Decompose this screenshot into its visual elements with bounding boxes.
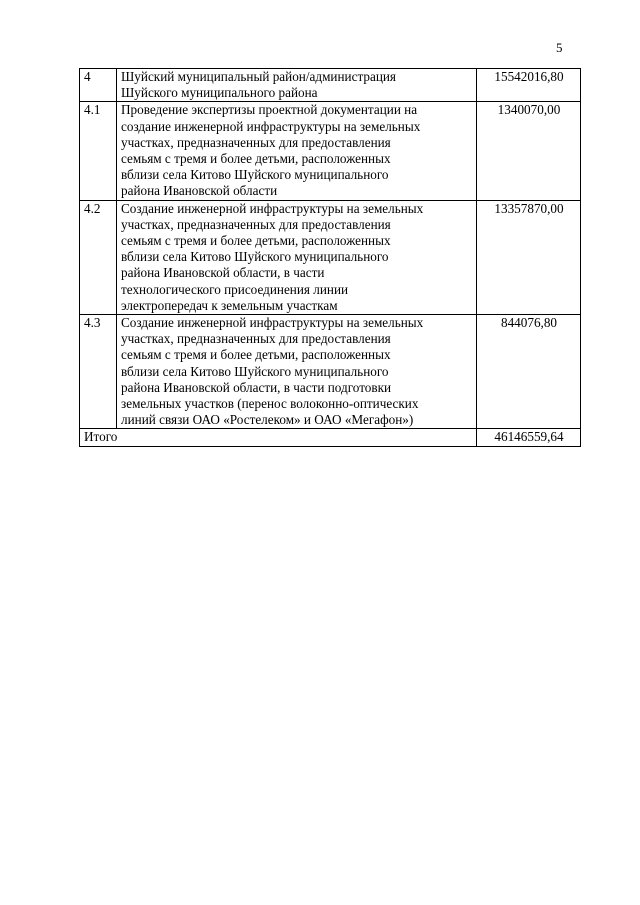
total-row [80, 429, 581, 446]
description-line: участках, предназначенных для предоставления [121, 216, 391, 232]
description-line: Создание инженерной инфраструктуры на земельных [121, 200, 424, 216]
description-line: Проведение экспертизы проектной документации на [121, 102, 418, 118]
description-line: Шуйский муниципальный район/администрация [121, 69, 396, 84]
total-label: Итого [80, 429, 477, 446]
description-line: линий связи ОАО «Ростелеком» и ОАО «Мегафон») [121, 412, 414, 428]
description-line: вблизи села Китово Шуйского муниципального [121, 167, 389, 183]
row-amount: 844076,80 [477, 315, 581, 429]
budget-table [79, 68, 581, 447]
row-number: 4 [80, 69, 117, 102]
description-line: электропередач к земельным участкам [121, 297, 338, 313]
description-line: земельных участков (перенос волоконно-оптических [121, 396, 419, 412]
row-amount: 13357870,00 [477, 200, 581, 314]
page-number: 5 [556, 40, 563, 55]
row-description [117, 315, 477, 429]
row-description [117, 102, 477, 200]
description-line: района Ивановской области, в части подготовки [121, 379, 392, 395]
description-line: семьям с тремя и более детьми, расположенных [121, 151, 391, 167]
description-line: района Ивановской области [121, 183, 278, 199]
row-description [117, 69, 477, 102]
description-line: вблизи села Китово Шуйского муниципального [121, 363, 389, 379]
table-row [80, 102, 581, 200]
description-line: участках, предназначенных для предоставления [121, 134, 391, 150]
table-row [80, 200, 581, 314]
table-body [80, 69, 581, 447]
description-line: создание инженерной инфраструктуры на земельных [121, 118, 421, 134]
description-line: технологического присоединения линии [121, 281, 349, 297]
description-line: района Ивановской области, в части [121, 265, 325, 281]
table-row [80, 315, 581, 429]
description-line: Шуйского муниципального района [121, 85, 318, 101]
description-line: семьям с тремя и более детьми, расположенных [121, 347, 391, 363]
description-line: вблизи села Китово Шуйского муниципального [121, 249, 389, 265]
row-description [117, 200, 477, 314]
row-number: 4.2 [80, 200, 117, 314]
description-line: семьям с тремя и более детьми, расположенных [121, 233, 391, 249]
description-line: участках, предназначенных для предоставления [121, 331, 391, 347]
row-amount: 1340070,00 [477, 102, 581, 200]
total-amount: 46146559,64 [477, 429, 581, 446]
row-amount: 15542016,80 [477, 69, 581, 102]
row-number: 4.1 [80, 102, 117, 200]
description-line: Создание инженерной инфраструктуры на земельных [121, 315, 424, 331]
table-row [80, 69, 581, 102]
row-number: 4.3 [80, 315, 117, 429]
